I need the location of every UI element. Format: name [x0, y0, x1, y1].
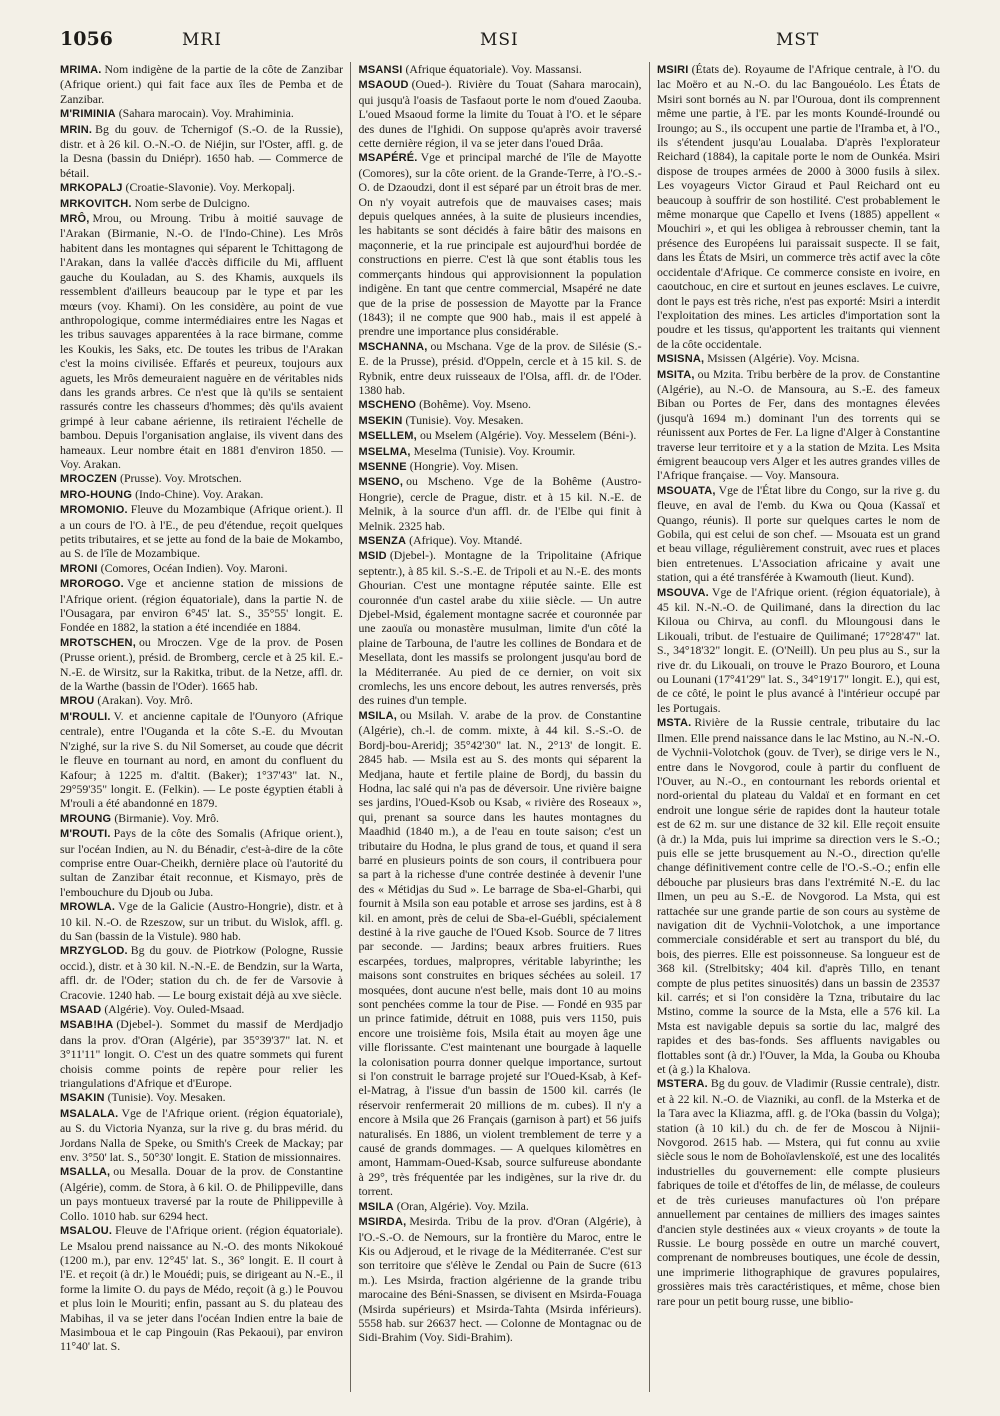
- entry-text: (Oued-). Rivière du Touat (Sahara marocain), qui jusqu'à l'oasis de Tasfaout porte le nom d'oued Zaouba. L'oued Msaoud forme la limite du Touat à l'O. et le sépare des dunes de l'Ighidi. On suppose qu'après avoir traversé cette dernière région, il va se jeter dans l'oued Drâa.: [358, 77, 642, 151]
- dictionary-entry: [60, 811, 343, 826]
- entry-text: ou Mroczen. Vge de la prov. de Posen (Prusse orient.), présid. de Bromberg, cercle et à 25 kil. E.-N.-E. de Wirsitz, sur la Rakitka, tribut. de la Netze, affl. dr. de la Warthe (bassin de l'Oder). 1665 hab.: [60, 634, 343, 694]
- running-header: [60, 28, 940, 62]
- entry-headword: MSENZA: [358, 535, 407, 547]
- entry-text: (Prusse). Voy. Mrotschen.: [120, 471, 242, 486]
- entry-headword: MSAOUD: [358, 79, 409, 92]
- entry-headword: MSENNE: [358, 460, 407, 473]
- entry-text: Mrou, ou Mroung. Tribu à moitié sauvage de l'Arakan (Birmanie, N.-O. de l'Indo-Chine). Les Mrôs habitent dans les montagnes qui séparent le Tchittagong de l'Arakan, dans la vallée d'accès difficile du Mi, affluent gauche du Kouladan, au S. des Khamis, auxquels ils ressemblent d'ailleurs beaucoup par le type et par les mœurs (voy. Khami). On les considère, au point de vue anthropologique, comme intermédiaires entre les Nagas et les tribus sauvages apparentées à la race birmane, comme les Koukis, les Saks, etc. De toutes les tribus de l'Arakan c'est la moins civilisée. Effarés et peureux, toujours aux aguets, les Mrôs demeuraient naguère en de véritables nids dans les grands arbres. Ce n'est que là qu'ils se sentaient rassurés contre les chasseurs d'hommes; dès qu'ils avaient grimpé à leur cabane aérienne, ils retiraient l'échelle de bambou. Depuis l'organisation anglaise, ils vivent dans des hameaux. Leur nombre était en 1881 d'environ 1850. — Voy. Arakan.: [60, 211, 343, 471]
- dictionary-entry: [60, 693, 343, 708]
- entry-headword: MROWLA.: [60, 901, 116, 914]
- column-rule: [649, 62, 650, 1392]
- entry-text: Pays de la côte des Somalis (Afrique orient.), sur l'océan Indien, au N. du Bénadir, c'est-à-dire de la côte comprise entre Ouar-Cheikh, dernière place où l'autorité du sultan de Zanzibar était reconnue, et Kismayo, près de l'embouchure du Djoub ou Juba.: [60, 826, 343, 899]
- entry-headword: MRZYGLOD.: [60, 945, 128, 958]
- entry-text: (Sahara marocain). Voy. Mrahiminia.: [118, 106, 294, 121]
- dictionary-entry: [60, 211, 343, 471]
- dictionary-entry: [359, 397, 642, 412]
- dictionary-entry: [60, 62, 343, 106]
- entry-text: (Djebel-). Montagne de la Tripolitaine (Afrique septentr.), à 85 kil. S.-S.-E. de Tripoli et au N.-E. des monts Ghourian. C'est une montagne réputée sainte. Elle est couronnée d'un castel arabe du xiiie siècle. — Un autre Djebel-Msid, également montagne sacrée et couronnée par une zaouïa ou monastère musulman, limite d'un côté la plaine de Tarbouna, de l'autre les collines de Bondara et de Mesellata, dont les massifs se prolongent jusqu'au bord de la Méditerranée. Au pied de ce dernier, on voit six cromlechs, les uns encore debout, les autres renversés, près des ruines d'un temple.: [358, 548, 642, 708]
- entry-headword: MSISNA,: [657, 353, 705, 366]
- entry-text: Meselma (Tunisie). Voy. Kroumir.: [413, 443, 576, 458]
- entry-text: Nom serbe de Dulcigno.: [134, 195, 250, 210]
- entry-text: Vge et principal marché de l'île de Mayotte (Comores), sur la côte orient. de la Grande-Terre, à l'O.-S.-O. de Dzaoudzi, dont il est séparé par un étroit bras de mer. On n'y voyait autrefois que de mauvaises cases; mais depuis quelques années, à la suite de plusieurs incendies, les habitants se sont décidés à faire bâtir des maisons en maçonnerie, et la rue principale est aujourd'hui bordée de constructions en pierre. C'est là que sont établis tous les commerçants hindous qui approvisionnent la population indigène. En tant que centre commercial, Msapéré ne date que de la prise de possession de Mayotte par la France (1843); il ne compte que 900 hab., mais il est appelé à prendre une importance plus considérable.: [358, 150, 642, 339]
- entry-headword: MRÔ,: [60, 213, 90, 226]
- entry-text: (Oran, Algérie). Voy. Mzila.: [396, 1198, 529, 1213]
- entry-text: ou Msilah. V. arabe de la prov. de Constantine (Algérie), ch.-l. de comm. mixte, à 44 kil. S.-S.-O. de Bordj-bou-Areridj; 35°42'30" lat. N., 2°13' de longit. E. 2845 hab. — Msila est au S. des monts qui séparent la Medjana, haute et fertile plaine de Bordj, du bassin du Hodna, lac salé qui n'a pas de déversoir. Une rivière baigne ses jardins, l'Oued-Ksob ou Ksab, « rivière des Roseaux », qui, prenant sa source dans les hautes montagnes du Maadhid (1840 m.), a de l'eau en toute saison; c'est un tributaire du Hodna, le plus grand de tous, et quand il sera barré en plusieurs points de son cours, il contribuera pour sa part à la richesse d'une contrée destinée à devenir l'une des « Métidjas du Sud ». Le barrage de Sba-el-Gharbi, qui fournit à Msila son eau potable et arrose ses jardins, est à 8 kil. en amont, près de celui de Sba-el-Guébli, spécialement destiné à la rive gauche de l'Oued Ksob. Source de 7 litres par seconde. — Jardins; beaux arbres fruitiers. Rues escarpées, tordues, malpropres, véritable labyrinthe; les maisons sont construites en briques séchées au soleil. 17 mosquées, dont aucune n'est belle, mais dont 10 au moins sont penchées comme la tour de Pise. — Fondé en 935 par un prince fatimide, détruit en 1088, puis vers 1150, puis encore une troisième fois, Msila était au moyen âge une ville florissante. C'est maintenant une bourgade à laquelle la colonisation pourra donner quelque importance, surtout si l'on construit le barrage projeté sur l'Oued-Ksab, à Kef-el-Matrag, à l'issue d'un bassin de 1500 kil. carrés (le réservoir renfermerait 20 millions de m. cubes). Il n'y a encore à Msila que 26 Français (garnison à part) et 56 juifs naturalisés. En 1886, un violent tremblement de terre y a causé de grands dommages. — A quelques kilomètres en amont, Hammam-Oued-Ksab, source sulfureuse abondante à 29°, très fréquentée par les indigènes, sur la rive dr. du torrent.: [358, 707, 642, 1199]
- running-head-right: MST: [776, 30, 820, 50]
- dictionary-entry: [60, 502, 343, 561]
- dictionary-entry: [60, 180, 343, 195]
- entry-headword: MSOUVA.: [657, 586, 709, 599]
- entry-text: Fleuve de l'Afrique orient. (région équatoriale). Le Msalou prend naissance au N.-O. des monts Nikokoué (1200 m.), par env. 12°45' lat. S., 36° longit. E. Il court à l'E. et reçoit (à dr.) le Mouédi; puis, se dirigeant au N.-E., il forme la limite O. du pays de Médo, reçoit (à g.) le Pouvou et plus loin le Mouriti; enfin, passant au S. du plateau des Mabihas, il va se jeter dans l'océan Indien entre la baie de Masimboua et le cap Pingouin (Ras Pekaoui), par environ 11°40' lat. S.: [60, 1223, 343, 1354]
- column-left: [60, 62, 343, 1392]
- dictionary-entry: [359, 339, 642, 398]
- dictionary-entry: [60, 709, 343, 811]
- entry-headword: MSOUATA,: [657, 484, 716, 497]
- entry-headword: MROMONIO.: [60, 504, 128, 517]
- entry-text: (Indo-Chine). Voy. Arakan.: [135, 486, 264, 501]
- entry-text: (Tunisie). Voy. Mesaken.: [405, 412, 524, 427]
- dictionary-entry: [359, 150, 642, 338]
- entry-headword: MSANSI: [358, 64, 403, 76]
- entry-headword: MRIMA.: [60, 64, 102, 76]
- entry-text: ou Mesalla. Douar de la prov. de Constantine (Algérie), comm. de Stora, à 6 kil. O. de Philippeville, dans un pays montueux traversé par la route de Philippeville à Collo. 1010 hab. sur 6294 hect.: [60, 1164, 343, 1223]
- dictionary-entry: [60, 826, 343, 899]
- entry-headword: MRO-HOUNG: [60, 488, 133, 501]
- entry-text: (Algérie). Voy. Ouled-Msaad.: [104, 1002, 245, 1016]
- entry-headword: MSIRI: [657, 64, 689, 76]
- dictionary-entry: [60, 1164, 343, 1223]
- column-rule: [350, 62, 351, 1392]
- dictionary-entry: [359, 1214, 642, 1345]
- dictionary-entry: [359, 413, 642, 428]
- entry-headword: MSALALA.: [60, 1107, 119, 1120]
- dictionary-entry: [657, 585, 940, 716]
- entry-text: Vge de l'Afrique orient. (région équatoriale), à 45 kil. N.-N.-O. de Quilimané, dans la direction du lac Kiloua ou Chirva, au confl. du Mloungousi dans le Likouali, tribut. de l'estuaire de Quilimané; 17°28'47" lat. S., 34°18'32" longit. E. (O'Neill). Un peu plus au S., sur la rive dr. du Likouali, on trouve le Prazo Bouroro, et Louna ou Lounani (17°41'29" lat. S., 34°19'17" longit. E.), qui est, de ce côté, le point le plus avancé à l'intérieur occupé par les Portugais.: [657, 584, 940, 715]
- dictionary-entry: [359, 474, 642, 533]
- dictionary-entry: [657, 483, 940, 585]
- entry-text: ou Mscheno. Vge de la Bohême (Austro-Hongrie), cercle de Prague, distr. et à 15 kil. N.-E. de Melnik, à la source d'un affl. dr. de l'Elbe qui finit à Melnik. 2325 hab.: [358, 474, 642, 533]
- dictionary-entry: [60, 576, 343, 635]
- entry-headword: MSALLA,: [60, 1166, 111, 1179]
- entry-headword: MROU: [60, 695, 95, 708]
- entry-headword: MSCHENO: [358, 399, 417, 412]
- columns: [60, 62, 940, 1392]
- entry-text: Msissen (Algérie). Voy. Mcisna.: [707, 351, 860, 366]
- dictionary-entry: [60, 561, 343, 576]
- entry-text: (Comores, Océan Indien). Voy. Maroni.: [100, 560, 288, 575]
- entry-headword: MSILA,: [358, 709, 397, 722]
- entry-text: Nom indigène de la partie de la côte de Zanzibar (Afrique orient.) qui fait face aux îles de Pemba et de Zanzibar.: [60, 62, 343, 106]
- dictionary-entry: [60, 1090, 343, 1105]
- entry-text: (Tunisie). Voy. Mesaken.: [107, 1090, 226, 1105]
- dictionary-entry: [359, 444, 642, 459]
- dictionary-entry: [657, 62, 940, 351]
- entry-headword: MSENO,: [358, 476, 404, 489]
- dictionary-entry: [359, 548, 642, 707]
- entry-headword: MROUNG: [60, 812, 112, 825]
- entry-text: Vge de l'État libre du Congo, sur la rive g. du fleuve, en aval de l'emb. du Kwa ou Qoua (Kassaï et Quango, réunis). Il porte sur quelques cartes le nom de Gobila, qui est celui de son chef. — Msouata est un grand et beau village, régulièrement construit, avec rues et places bien entretenues. L'Association africaine y avait une station, qui a été transférée à Kwamouth (lieut. Kund).: [657, 482, 940, 585]
- dictionary-entry: [657, 351, 940, 366]
- entry-headword: MSILA: [358, 1200, 394, 1213]
- entry-headword: MROROGO.: [60, 578, 124, 591]
- dictionary-entry: [60, 106, 343, 121]
- entry-text: Bg du gouv. de Piotrkow (Pologne, Russie occid.), distr. et à 30 kil. N.-N.-E. de Bendzin, sur la Warta, affl. dr. de l'Oder; station du ch. de fer de Varsovie à Cracovie. 1240 hab. — Le bourg existait déjà au xve siècle.: [60, 943, 343, 1002]
- entry-text: Vge et ancienne station de missions de l'Afrique orient. (région équatoriale), dans la partie N. de l'Ousagara, par environ 6°45' lat. S., 35°55' longit. E. Fondée en 1882, la station a été incendiée en 1884.: [60, 576, 343, 635]
- entry-text: ou Mschana. Vge de la prov. de Silésie (S.-E. de la Prusse), présid. d'Oppeln, cercle et à 15 kil. S. de Rybnik, entre deux ruisseaux de l'Olsa, affl. dr. de l'Oder. 1380 hab.: [358, 338, 642, 397]
- running-head-center: MSI: [480, 30, 519, 50]
- dictionary-entry: [359, 459, 642, 474]
- dictionary-entry: [657, 1076, 940, 1308]
- entry-text: (Birmanie). Voy. Mrô.: [114, 810, 219, 825]
- entry-headword: M'ROULI.: [60, 710, 111, 723]
- entry-headword: MSAB!HA: [60, 1019, 114, 1032]
- dictionary-entry: [657, 715, 940, 1076]
- dictionary-entry: [657, 367, 940, 483]
- entry-text: Rivière de la Russie centrale, tributaire du lac Ilmen. Elle prend naissance dans le lac Mstino, au N.-N.-O. de Vychnii-Volotchok (gouv. de Tver), se dirige vers le N., entre dans le Novgorod, coule à partir du confluent de l'Ouver, au N.-O., en contournant les rebords oriental et nord-oriental du plateau du Valdaï et en formant en cet endroit une longue série de rapides dont la hauteur totale est de 62 m. sur une distance de 32 kil. Elle reçoit ensuite (à dr.) la Mda, puis lui imprime sa direction vers le S.-O.; puis elle se jette brusquement au N.-O., direction qu'elle change définitivement contre celle de l'O.-S.-O.; enfin elle débouche par plusieurs bras dans l'extrémité N.-E. du lac Ilmen, un peu au S.-E. de Novgorod. La Msta, qui est rattachée sur une grande partie de son cours au système de navigation dit de Vychnii-Volotchok, a une importance commerciale considérable et sert au transport du blé, du bois, des pierres. Elle est poissonneuse. Sa longueur est de 368 kil. (Strelbitsky; 404 kil. d'après Tillo, en tenant compte de plus petites sinuosités) dans un bassin de 23537 kil. carrés; et si l'on considère la Tzna, tributaire du lac Mstino, comme la source de la Msta, elle a 576 kil. La Msta est navigable depuis sa sortie du lac, malgré des rapides et des bas-fonds. Ses affluents navigables ou flottables sont (à dr.) l'Ouver, la Mda, la Gouba ou Khouba et (à g.) la Khalova.: [657, 715, 940, 1077]
- entry-headword: MSAKIN: [60, 1092, 105, 1105]
- dictionary-entry: [60, 1002, 343, 1017]
- entry-headword: MROTSCHEN,: [60, 636, 136, 649]
- entry-text: Fleuve du Mozambique (Afrique orient.). Il a un cours de l'O. à l'E., de peu d'étendue, reçoit quelques petits tributaires, et se jette au fond de la baie de Mokambo, au S. de l'île de Mozambique.: [60, 502, 343, 561]
- dictionary-entry: [359, 77, 642, 150]
- entry-text: (États de). Royaume de l'Afrique centrale, à l'O. du lac Moëro et au N.-O. du lac Bangouéolo. Les États de Msiri sont bornés au N. par l'Ouroua, dont ils comprennent même une partie, à l'E. par les monts Koundé-Iroundé ou Iroungo; au S., ils occupent une partie de l'Iramba et, à l'O., ils s'étendent jusqu'au Loualaba. D'après l'explorateur Reichard (1884), la capitale porte le nom de Ounkéa. Msiri dispose de troupes armées de 2000 à 3000 fusils à silex. Les voyageurs Victor Giraud et Paul Reichard ont eu beaucoup à souffrir de son hostilité. C'est probablement le même monarque que Capello et Ivens (1885) appellent « Mouchiri », et qui les obligea à rebrousser chemin, tant la présence des Européens lui paraissait suspecte. Il se fait, dans les États de Msiri, un commerce très actif avec la côte occidentale d'Afrique. Ce commerce consiste en ivoire, en caoutchouc, en cire et surtout en jeunes esclaves. Le cuivre, dont le pays est très riche, n'est pas exporté: Msiri a interdit l'exploitation des mines. Les articles d'importation sont la poudre et les tissus, qu'apportent les traitants qui viennent de la côte occidentale.: [657, 62, 940, 351]
- dictionary-entry: [359, 1199, 642, 1214]
- entry-headword: MRKOVITCH.: [60, 197, 132, 210]
- dictionary-entry: [60, 487, 343, 502]
- entry-headword: MSELLEM,: [358, 430, 417, 443]
- dictionary-entry: [60, 899, 343, 943]
- entry-text: Vge de l'Afrique orient. (région équatoriale), au S. du Victoria Nyanza, sur la rive g. du bras mérid. du Jordans Nalla de Speke, ou Smith's Creek de Mackay; par env. 3°50' lat. S., 50°30' longit. E. Station de missionnaires.: [60, 1105, 343, 1165]
- dictionary-entry: [60, 471, 343, 486]
- entry-text: Mesirda. Tribu de la prov. d'Oran (Algérie), à l'O.-S.-O. de Nemours, sur la frontière du Maroc, entre le Kis ou Adjeroud, et le rivage de la Méditerranée. C'est sur son territoire que s'élève le Zendal ou Pain de Sucre (613 m.). Les Msirda, fraction algérienne de la grande tribu marocaine des Béni-Snassen, se divisent en Msirda-Fouaga (Msirda supérieurs) et Msirda-Tahta (Msirda inférieurs). 5558 hab. sur 26637 hect. — Colonne de Montagnac ou de Sidi-Brahim (Voy. Sidi-Brahim).: [358, 1214, 642, 1345]
- entry-headword: MSAAD: [60, 1004, 102, 1016]
- entry-text: ou Mzita. Tribu berbère de la prov. de Constantine (Algérie), au N.-O. de Mansoura, au S.-E. des fameux Biban ou Portes de Fer, dans des montagnes élevées (jusqu'à 1694 m.) dominant l'un des torrents qui se réunissent aux Portes de Fer. La ligne d'Alger à Constantine traverse leur territoire et y a la station de Mzita. Les Msita émigrent beaucoup vers Alger et les autres grandes villes de l'Afrique française. — Voy. Mansoura.: [657, 366, 940, 483]
- entry-text: (Djebel-). Sommet du massif de Merdjadjo dans la prov. d'Oran (Algérie), par 35°39'37" lat. N. et 3°11'11" longit. O. C'est un des quatre sommets qui furent choisis comme points de repère pour relier les triangulations d'Afrique et d'Europe.: [60, 1017, 343, 1091]
- entry-headword: MSTERA.: [657, 1078, 708, 1091]
- entry-text: (Afrique). Voy. Mtandé.: [409, 533, 523, 547]
- entry-headword: MSTA.: [657, 717, 692, 730]
- entry-text: Bg du gouv. de Tchernigof (S.-O. de la Russie), distr. et à 26 kil. O.-N.-O. de Niéjin, sur l'Oster, affl. g. de la Desna (bassin du Dniépr). 1650 hab. — Commerce de bétail.: [60, 121, 343, 180]
- dictionary-entry: [359, 428, 642, 443]
- entry-text: V. et ancienne capitale de l'Ounyoro (Afrique centrale), entre l'Ouganda et la côte S.-E. du Mvoutan N'zighé, sur la rive S. du Nil Somerset, au coude que décrit le fleuve en tournant au nord, en amont du confluent du Kafour; à 1225 m. d'altit. (Baker); 1°37'43" lat. N., 29°59'35" longit. E. (Felkin). — Le poste égyptien établi à M'rouli a été abandonné en 1879.: [60, 708, 343, 811]
- entry-headword: MSCHANNA,: [358, 340, 428, 353]
- entry-text: Bg du gouv. de Vladimir (Russie centrale), distr. et à 22 kil. N.-O. de Viazniki, au confl. de la Msterka et de la Tara avec la Kliazma, affl. g. de l'Oka (bassin du Volga); station (à 10 kil.) du ch. de fer de Moscou à Nijnii-Novgorod. 2615 hab. — Mstera, qui fut connu au xviie siècle sous le nom de Bohoïavlenskoïé, est une des localités industrielles du gouvernement: elle compte plusieurs fabriques de toile et d'étoffes de lin, de mélasse, de couleurs et de très curieuses manufactures où l'on prépare annuellement par centaines de milliers des images saintes d'ancien style destinées aux « vieux croyants » de toute la Russie. Le bourg possède en outre un marché couvert, comprenant de nombreuses boutiques, une école de dessin, une imprimerie lithographique de gravures populaires, grossières mais très caractéristiques, et même, chose bien rare pour un petit bourg russe, une biblio-: [657, 1076, 940, 1308]
- entry-headword: MSAPÉRÉ.: [358, 152, 418, 165]
- entry-headword: MSID: [358, 550, 387, 563]
- entry-text: Vge de la Galicie (Austro-Hongrie), distr. et à 10 kil. N.-O. de Rzeszow, sur un tribut. du Wislok, affl. g. du San (bassin de la Vistule). 980 hab.: [60, 899, 343, 943]
- entry-text: (Hongrie). Voy. Misen.: [409, 458, 519, 473]
- entry-headword: MSIRDA,: [358, 1216, 407, 1229]
- entry-headword: MSALOU.: [60, 1225, 113, 1238]
- dictionary-entry: [60, 1106, 343, 1165]
- entry-text: ou Mselem (Algérie). Voy. Messelem (Béni-).: [419, 428, 637, 443]
- entry-text: (Arakan). Voy. Mrô.: [97, 693, 193, 708]
- entry-text: (Afrique équatoriale). Voy. Massansi.: [405, 62, 582, 76]
- entry-headword: MSELMA,: [358, 445, 411, 458]
- entry-headword: MRKOPALJ: [60, 182, 123, 195]
- entry-headword: MRONI: [60, 562, 98, 575]
- entry-headword: M'RIMINIA: [60, 108, 116, 121]
- entry-text: (Bohême). Voy. Mseno.: [419, 397, 531, 412]
- entry-text: (Croatie-Slavonie). Voy. Merkopalj.: [125, 180, 296, 195]
- entry-headword: MRIN.: [60, 123, 93, 136]
- dictionary-entry: [60, 1017, 343, 1090]
- running-head-left: MRI: [182, 30, 222, 50]
- entry-headword: M'ROUTI.: [60, 828, 111, 841]
- dictionary-entry: [60, 122, 343, 181]
- column-right: [657, 62, 940, 1392]
- dictionary-entry: [359, 62, 642, 77]
- dictionary-entry: [60, 1223, 343, 1354]
- entry-headword: MSEKIN: [358, 414, 403, 427]
- entry-headword: MROCZEN: [60, 473, 118, 486]
- page-number: 1056: [60, 28, 113, 50]
- dictionary-entry: [359, 708, 642, 1199]
- dictionary-entry: [60, 635, 343, 694]
- entry-headword: MSITA,: [657, 368, 695, 381]
- column-center: [359, 62, 642, 1392]
- dictionary-entry: [359, 533, 642, 548]
- dictionary-entry: [60, 943, 343, 1002]
- dictionary-entry: [60, 196, 343, 211]
